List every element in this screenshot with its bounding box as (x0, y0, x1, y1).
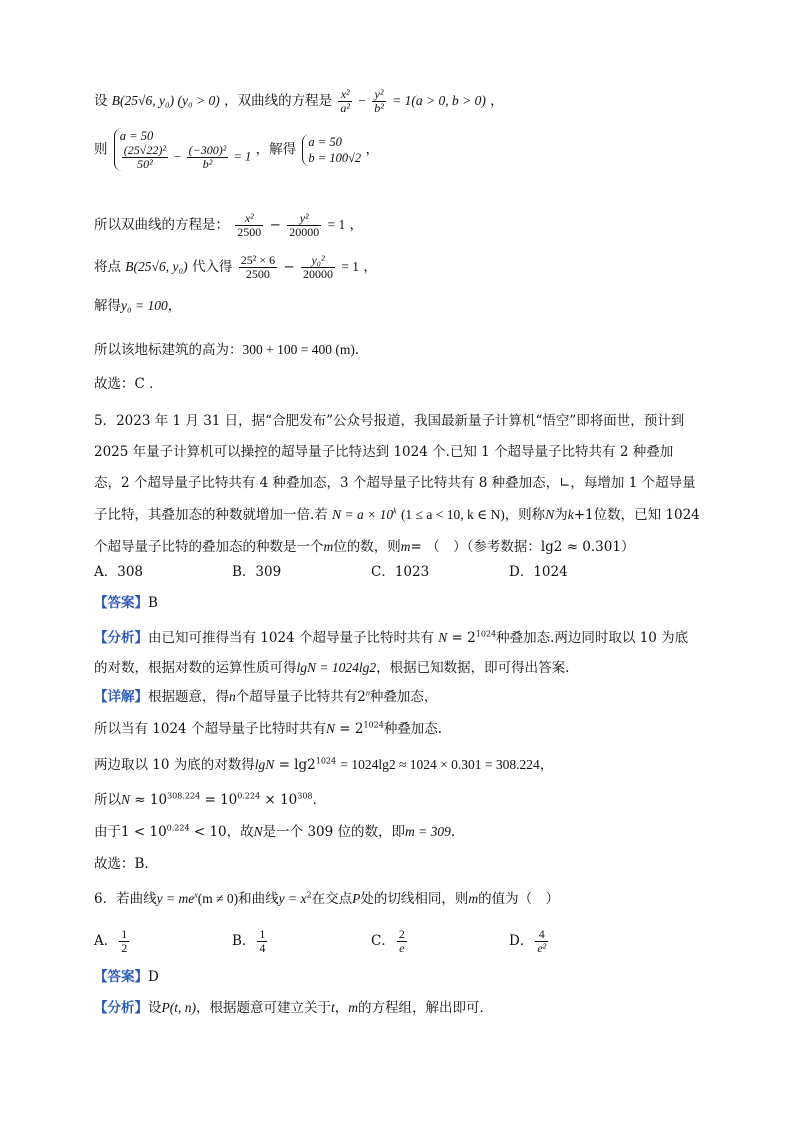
text: ， (365, 141, 379, 158)
text: ，解得 (255, 141, 297, 158)
solution-line-6: 所以该地标建筑的高为：300 + 100 = 400 (m)． (94, 342, 369, 358)
system-eq-a: a = 50 (119, 129, 154, 143)
question-6-stem: 6．若曲线$y = me^x(m \ne 0)$和曲线$y = x^2$在交点P处的切线相同，则m的值为（ ） (94, 890, 560, 907)
text: ，双曲线的方程是 (224, 93, 333, 109)
q6-answer: 【答案】D (94, 969, 159, 985)
text: 则 (94, 141, 108, 158)
q5-answer: 【答案】B (94, 595, 158, 611)
q5-detail-line-3: 两边取以 10 为底的对数得$\lg N = \lg 2^{1024} = 1024\lg 2 \approx 1024 \times 0.301 = 308.224$， (94, 756, 554, 773)
solution-line-7: 故选：C ． (94, 376, 163, 392)
q6-option-c[interactable]: C． $\frac{2}{e}$ (371, 927, 405, 955)
q6-option-b[interactable]: B． $\frac{1}{4}$ (232, 927, 266, 955)
question-5-stem: 5．2023 年 1 月 31 日，据“合肥发布”公众号报道，我国最新量子计算机“悟空”即将面世，预计到 2025 年量子计算机可以操控的超导量子比特达到 1024 个.已知 1 个超导量子比特共有 2 种叠加态，2 个超导量子比特共有 4 种叠加态，3 个超导量子比特共有 8 种叠加态，∟，每增加 1 个超导量子比特，其叠加态的种数就增加一倍.若 $N = a \times 10^k$ (1 ≤ a < 10, k ∈ N)，则称N为k+1位数，已知 1024 个超导量子比特的叠加态的种数是一个m位的数，则m= （ ）（参考数据：lg2 ≈ 0.301） (94, 413, 700, 555)
q5-option-d[interactable]: D．1024 (509, 564, 568, 580)
q6-option-a[interactable]: A． $\frac{1}{2}$ (94, 927, 128, 955)
text: 设 (94, 93, 108, 109)
text: ， (490, 93, 504, 109)
solution-line-2 (94, 128, 379, 171)
q5-option-a[interactable]: A．308 (94, 564, 144, 580)
math-condition: = 1(a > 0, b > 0) (392, 93, 486, 108)
equation-system: a = 50 $\frac{\text{(25√22)²}}{\text{50²}}$ − $\frac{\text{(−300)²}}{\text{b²}}$ = 1 (114, 128, 252, 171)
q5-detail-line-1: 【详解】根据题意，得n个超导量子比特共有2$^n$种叠加态， (94, 688, 438, 705)
solution-line-4: 将点 B(25√6, y₀) 代入得 $\frac{\text{25² × 6}}{2500}$ − $\frac{\text{y₀²}}{20000}$ = 1 ， (94, 253, 377, 281)
q5-option-c[interactable]: C．1023 (371, 564, 430, 580)
solution-system: a = 50 b = 100√2 (302, 134, 361, 166)
fraction-y2-b2: $\frac{\text{y²}}{\text{b²}}$ (374, 87, 384, 115)
math-point-b: B(25√6, y₀) (y₀ > 0) (111, 93, 220, 108)
q5-option-b[interactable]: B．309 (232, 564, 282, 580)
q6-option-d[interactable]: D． $\frac{4}{\text{e²}}$ (509, 927, 547, 955)
fraction-term-2: $\frac{\text{(−300)²}}{\text{b²}}$ (188, 143, 227, 171)
q5-detail-line-6: 故选：B. (94, 856, 149, 872)
q6-analysis: 【分析】设P(t, n)，根据题意可建立关于t，m的方程组，解出即可． (94, 1000, 494, 1016)
q5-analysis: 【分析】由已知可推得当有 1024 个超导量子比特时共有 $N = 2^{1024}$种叠加态.两边同时取以 10 为底的对数，根据对数的运算性质可得lgN = 1024lg2，根据已知数据，即可得出答案. (94, 629, 689, 676)
fraction-x2-a2: $\frac{\text{x²}}{\text{a²}}$ (340, 87, 350, 115)
q5-detail-line-5: 由于$1 < 10^{0.224} < 10$，故N是一个 309 位的数，即m = 309. (94, 823, 456, 840)
fraction-term-1: $\frac{\text{(25√22)²}}{\text{50²}}$ (123, 143, 166, 171)
q5-detail-line-2: 所以当有 1024 个超导量子比特时共有$N = 2^{1024}$种叠加态. (94, 720, 443, 737)
solution-line-3: 所以双曲线的方程是： $\frac{\text{x²}}{2500}$ − $\frac{\text{y²}}{20000}$ = 1 ， (94, 211, 364, 239)
solution-line-5: 解得y₀ = 100， (94, 298, 182, 314)
solution-line-1: 设 B(25√6, y₀) (y₀ > 0) ，双曲线的方程是 $\frac{\text{x²}}{\text{a²}}$ − $\frac{\text{y²}}{\text{b²}}$ = 1(a > 0, b > 0) ， (94, 87, 504, 115)
q5-detail-line-4: 所以$N \approx 10^{308.224} = 10^{0.224} \times 10^{308}$. (94, 791, 317, 808)
